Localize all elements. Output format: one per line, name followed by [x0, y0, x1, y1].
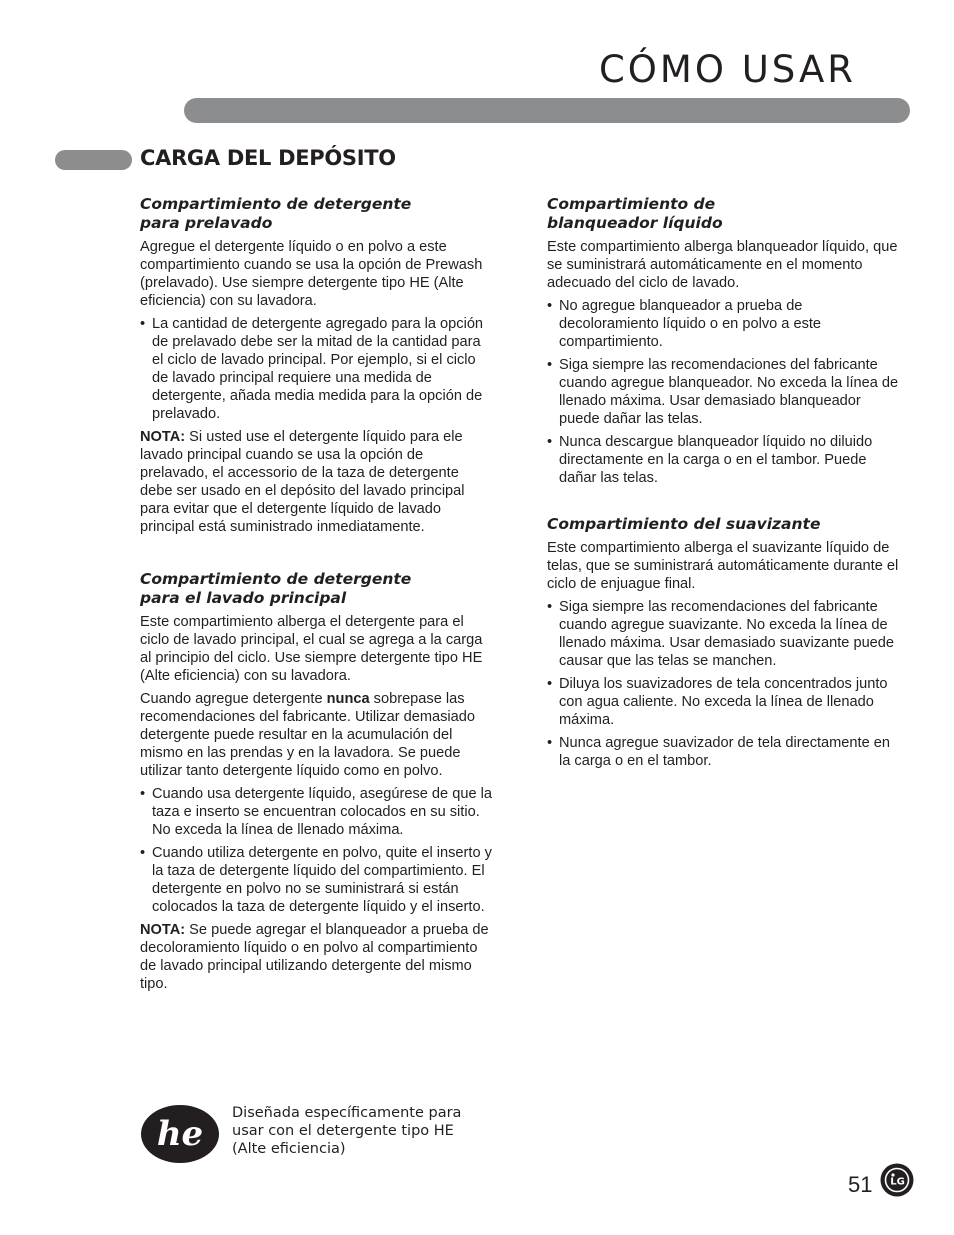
prewash-note: [140, 428, 495, 536]
lg-logo-icon: [880, 1163, 914, 1197]
lg-logo-text: LG: [890, 1176, 905, 1188]
softener-intro: Este compartimiento alberga el suavizante líquido de telas, que se suministrará automáticamente durante el ciclo de enjuague final.: [547, 540, 899, 592]
right-column: [547, 195, 902, 775]
list-item: • Nunca agregue suavizador de tela directamente en la carga o en el tambor.: [547, 734, 902, 770]
list-item: • Cuando usa detergente líquido, asegúrese de que la taza e inserto se encuentran colocados en su sitio. No exceda la línea de llenado máxima.: [140, 785, 495, 839]
section-title: CARGA DEL DEPÓSITO: [140, 146, 396, 170]
page-header-title: CÓMO USAR: [598, 48, 856, 91]
main-wash-note: [140, 921, 495, 993]
prewash-intro: Agregue el detergente líquido o en polvo a este compartimiento cuando se usa la opción de Prewash (prelavado). Use siempre detergente tipo HE (Alte eficiencia) con su lavadora.: [140, 239, 483, 309]
page-number: 51: [848, 1172, 873, 1197]
list-item: • Cuando utiliza detergente en polvo, quite el inserto y la taza de detergente líquido del compartimiento. El detergente en polvo no se suministrará si están colocados la taza de detergente líquido y el inserto.: [140, 844, 495, 916]
he-logo-text: he: [156, 1114, 204, 1154]
main-wash-bullets: [140, 785, 495, 916]
main-wash-intro: Este compartimiento alberga el detergente para el ciclo de lavado principal, el cual se agrega a la carga al principio del ciclo. Use siempre detergente tipo HE (Alte eficiencia) con su lavadora.: [140, 614, 483, 684]
bleach-bullets: [547, 297, 902, 487]
list-item: • Diluya los suavizadores de tela concentrados junto con agua caliente. No exceda la línea de llenado máxima.: [547, 675, 902, 729]
note-text: Se puede agregar el blanqueador a prueba de decoloramiento líquido o en polvo al compartimiento de lavado principal utilizando detergente del mismo tipo.: [140, 922, 489, 992]
list-item: • Nunca descargue blanqueador líquido no diluido directamente en la carga o en el tambor. Puede dañar las telas.: [547, 433, 902, 487]
note-label: NOTA:: [140, 429, 186, 445]
main-wash-heading: Compartimiento de detergente para el lavado principal: [140, 570, 412, 607]
left-column: [140, 195, 495, 998]
bleach-intro: Este compartimiento alberga blanqueador líquido, que se suministrará automáticamente en el momento adecuado del ciclo de lavado.: [547, 239, 898, 291]
note-label: NOTA:: [140, 922, 186, 938]
note-text: Si usted use el detergente líquido para ele lavado principal cuando se usa la opción de prelavado, el accessorio de la taza de detergente debe ser usado en el depósito del lavado principal para evitar que el detergente líquido de lavado principal está suministrado inmediatamente.: [140, 429, 465, 535]
bleach-heading: Compartimiento de blanqueador líquido: [547, 195, 723, 232]
prewash-heading: Compartimiento de detergente para prelavado: [140, 195, 412, 232]
prewash-bullets: [140, 315, 495, 423]
he-logo-icon: [140, 1104, 220, 1164]
main-wash-para2: Cuando agregue detergente nunca sobrepase las recomendaciones del fabricante. Utilizar demasiado detergente puede resultar en la acumulación del mismo en las prendas y en la lavadora. Se puede utilizar tanto detergente líquido como en polvo.: [140, 691, 476, 779]
list-item: • Siga siempre las recomendaciones del fabricante cuando agregue suavizante. No exceda la línea de llenado máxima. Usar demasiado suavizante puede causar que las telas se manchen.: [547, 598, 902, 670]
header-bar: [184, 98, 910, 123]
softener-heading: Compartimiento del suavizante: [547, 515, 821, 533]
list-item: • La cantidad de detergente agregado para la opción de prelavado debe ser la mitad de la cantidad para el ciclo de lavado principal. Por ejemplo, si el ciclo de lavado principal requiere una medida de detergente, añada media medida para la opción de prelavado.: [140, 315, 495, 423]
list-item: • No agregue blanqueador a prueba de decoloramiento líquido o en polvo a este compartimiento.: [547, 297, 902, 351]
section-pill: [55, 150, 132, 170]
he-badge-text: Diseñada específicamente para usar con el detergente tipo HE (Alte eficiencia): [232, 1105, 462, 1157]
softener-bullets: [547, 598, 902, 770]
list-item: • Siga siempre las recomendaciones del fabricante cuando agregue blanqueador. No exceda la línea de llenado máxima. Usar demasiado blanqueador puede dañar las telas.: [547, 356, 902, 428]
